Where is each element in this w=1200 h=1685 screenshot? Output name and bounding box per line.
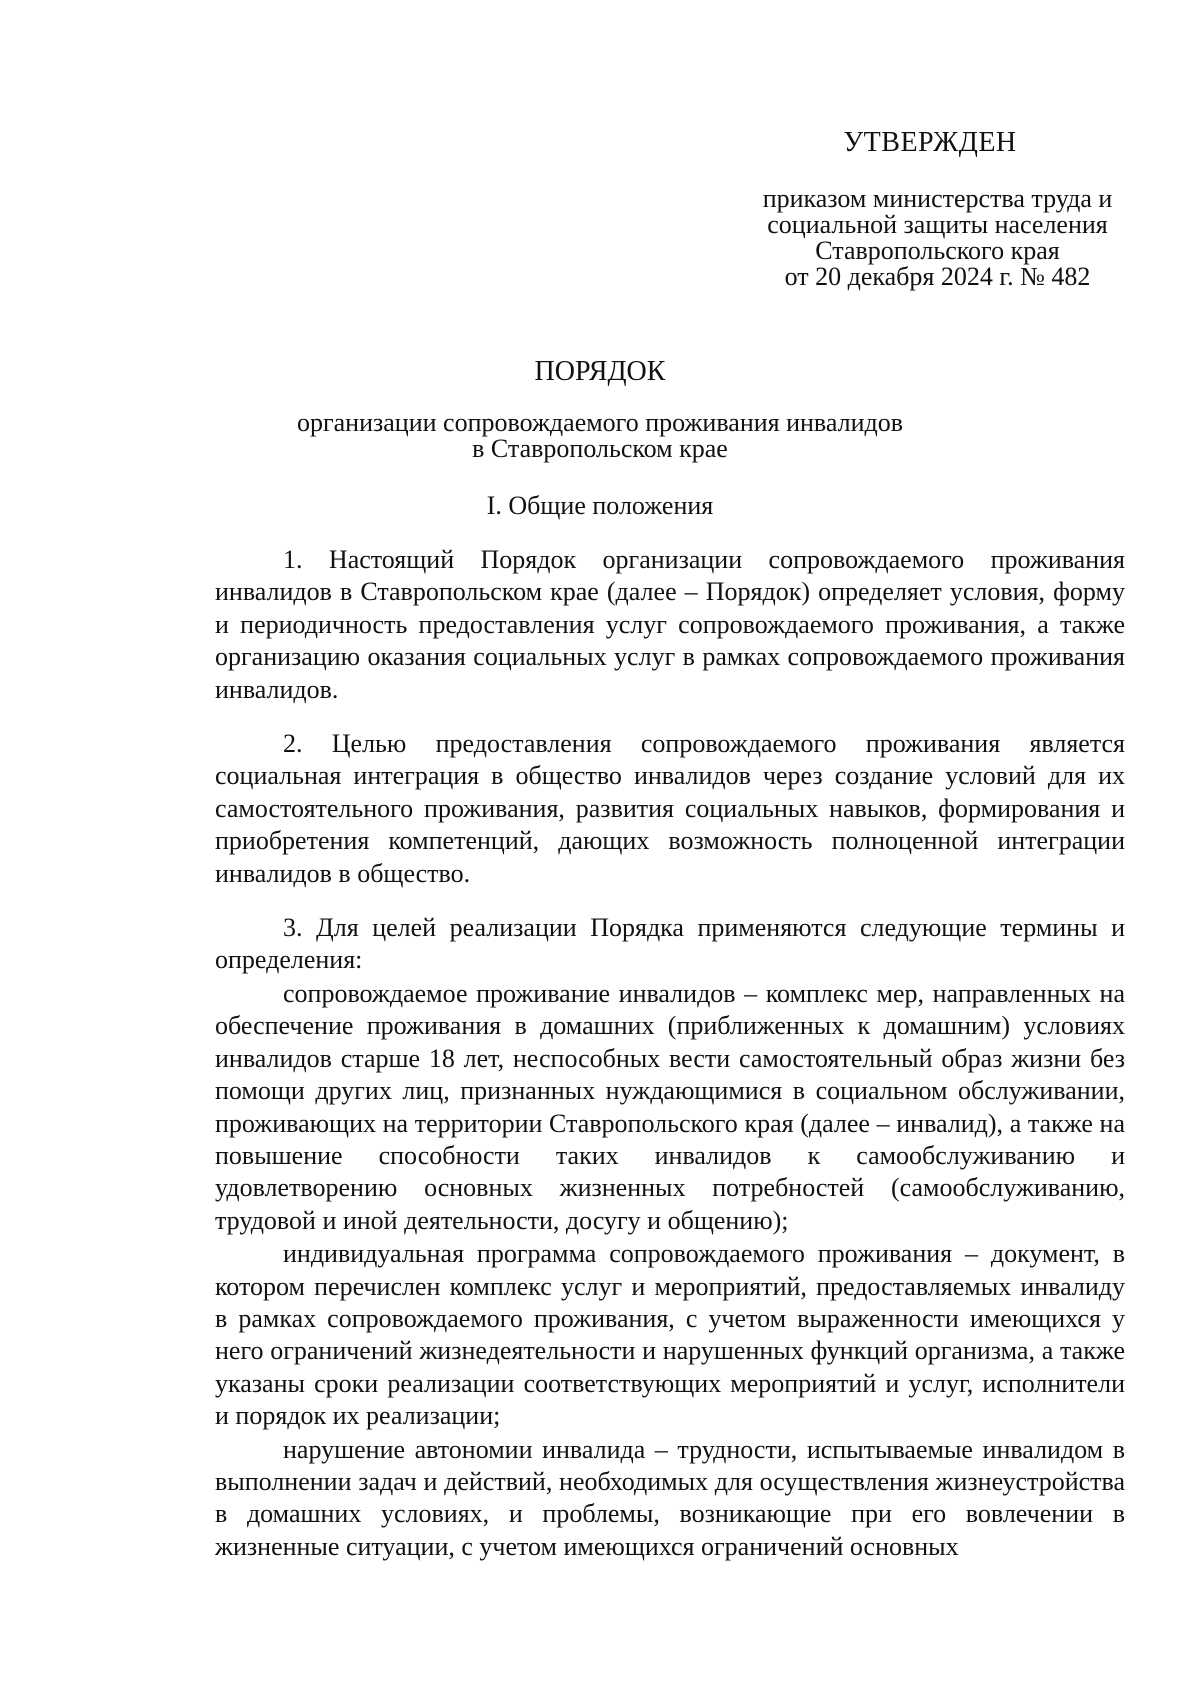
section-heading: I. Общие положения xyxy=(486,491,714,520)
definition-supported-living: сопровождаемое проживание инвалидов – комплекс мер, направленных на обеспечение проживания в домашних (приближенных к домашним) условиях инвалидов старше 18 лет, неспособных вести самостоятельный образ жизни без помощи других лиц, признанных нуждающимися в социальном обслуживании, проживающих на территории Ставропольского края (далее – инвалид), а также на повышение способности таких инвалидов к самообслуживанию и удовлетворению основных жизненных потребностей (самообслуживанию, трудовой и иной деятельности, досугу и общению); xyxy=(215,978,1125,1235)
paragraph-2: 2. Целью предоставления сопровождаемого проживания является социальная интеграция в общество инвалидов через создание условий для их самостоятельного проживания, развития социальных навыков, формирования и приобретения компетенций, дающих возможность полноценной интеграции инвалидов в общество. xyxy=(215,729,1125,888)
approval-date-number: от 20 декабря 2024 г. № 482 xyxy=(784,262,1091,291)
definition-individual-program: индивидуальная программа сопровождаемого проживания – документ, в котором перечислен комплекс услуг и мероприятий, предоставляемых инвалиду в рамках сопровождаемого проживания, с учетом выраженности имеющихся у него ограничений жизнедеятельности и нарушенных функций организма, а также указаны сроки реализации соответствующих мероприятий и услуг, исполнители и порядок их реализации; xyxy=(215,1239,1125,1431)
paragraph-3: 3. Для целей реализации Порядка применяются следующие термины и определения: xyxy=(215,913,1125,975)
approval-line: Ставропольского края xyxy=(815,236,1060,265)
document-subtitle xyxy=(0,410,1200,462)
subtitle-line: организации сопровождаемого проживания инвалидов xyxy=(296,408,904,437)
document-title: ПОРЯДОК xyxy=(534,356,666,387)
approval-heading: УТВЕРЖДЕН xyxy=(843,127,1017,158)
definition-autonomy-violation: нарушение автономии инвалида – трудности, испытываемые инвалидом в выполнении задач и действий, необходимых для осуществления жизнеустройства в домашних условиях, и проблемы, возникающие при его вовлечении в жизненные ситуации, с учетом имеющихся ограничений основных xyxy=(215,1434,1125,1561)
approval-line: приказом министерства труда и xyxy=(762,184,1113,213)
document-body xyxy=(215,544,1125,1563)
approval-line: социальной защиты населения xyxy=(767,210,1108,239)
subtitle-line: в Ставропольском крае xyxy=(472,434,728,463)
paragraph-1: 1. Настоящий Порядок организации сопровождаемого проживания инвалидов в Ставропольском крае (далее – Порядок) определяет условия, форму и периодичность предоставления услуг сопровождаемого проживания, а также организацию оказания социальных услуг в рамках сопровождаемого проживания инвалидов. xyxy=(215,545,1125,704)
approval-details xyxy=(725,186,1150,290)
approval-stamp xyxy=(740,128,1120,158)
